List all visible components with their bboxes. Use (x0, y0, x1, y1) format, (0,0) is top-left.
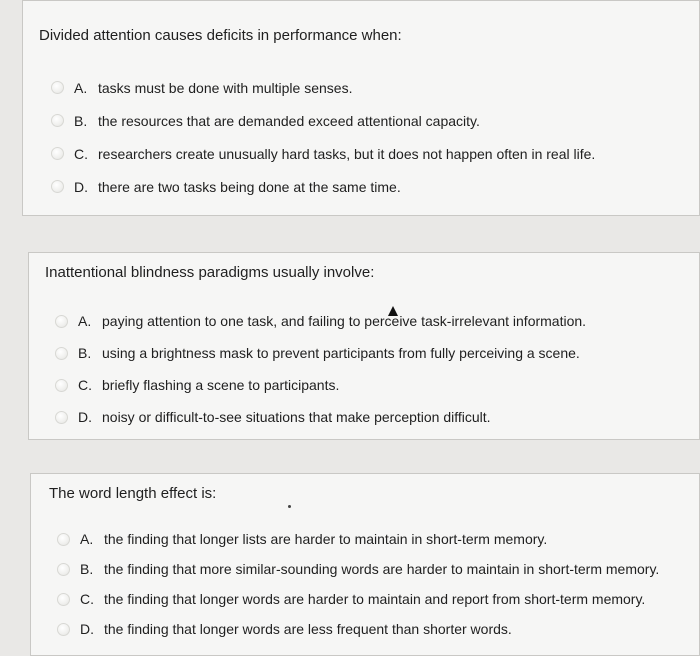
radio-button-icon[interactable] (51, 180, 64, 193)
option-text: the finding that longer words are less frequent than shorter words. (104, 621, 512, 637)
option-letter: C. (74, 145, 88, 162)
option-text: researchers create unusually hard tasks, but it does not happen often in real life. (98, 145, 596, 162)
answer-option-b[interactable] (57, 554, 659, 584)
option-letter: C. (78, 377, 92, 393)
radio-button-icon[interactable] (55, 347, 68, 360)
answer-option-d[interactable] (51, 170, 595, 203)
radio-button-icon[interactable] (51, 81, 64, 94)
radio-button-icon[interactable] (57, 533, 70, 546)
option-text: the finding that more similar-sounding words are harder to maintain in short-term memory. (104, 561, 660, 577)
option-letter: B. (78, 345, 92, 361)
answer-option-b[interactable] (55, 337, 586, 369)
option-text: the finding that longer lists are harder to maintain in short-term memory. (104, 531, 548, 547)
option-letter: A. (74, 79, 88, 96)
option-letter: B. (74, 112, 88, 129)
option-letter: B. (80, 561, 94, 577)
option-letter: A. (78, 313, 92, 329)
answer-option-b[interactable] (51, 104, 595, 137)
radio-button-icon[interactable] (57, 563, 70, 576)
answer-option-a[interactable] (51, 71, 595, 104)
option-text: paying attention to one task, and failing to perceive task-irrelevant information. (102, 313, 587, 329)
answer-option-d[interactable] (55, 401, 586, 433)
answer-option-a[interactable] (57, 524, 659, 554)
answer-option-d[interactable] (57, 614, 659, 644)
option-letter: C. (80, 591, 94, 607)
answer-options (55, 305, 586, 433)
question-text: Divided attention causes deficits in performance when: (39, 27, 402, 44)
question-card-1 (22, 0, 700, 216)
option-letter: D. (80, 621, 94, 637)
radio-button-icon[interactable] (55, 315, 68, 328)
answer-option-c[interactable] (57, 584, 659, 614)
answer-options (51, 71, 595, 203)
speck-dot (288, 505, 291, 508)
option-text: the finding that longer words are harder to maintain and report from short-term memory. (104, 591, 646, 607)
radio-button-icon[interactable] (55, 379, 68, 392)
answer-option-c[interactable] (55, 369, 586, 401)
radio-button-icon[interactable] (51, 114, 64, 127)
radio-button-icon[interactable] (57, 623, 70, 636)
option-letter: D. (78, 409, 92, 425)
option-text: there are two tasks being done at the same time. (98, 178, 401, 195)
option-text: tasks must be done with multiple senses. (98, 79, 353, 96)
option-text: using a brightness mask to prevent participants from fully perceiving a scene. (102, 345, 580, 361)
answer-option-a[interactable] (55, 305, 586, 337)
option-text: briefly flashing a scene to participants. (102, 377, 340, 393)
question-text: Inattentional blindness paradigms usually involve: (45, 264, 375, 281)
answer-options (57, 524, 659, 644)
question-card-3 (30, 473, 700, 656)
option-text: the resources that are demanded exceed attentional capacity. (98, 112, 480, 129)
radio-button-icon[interactable] (57, 593, 70, 606)
option-text: noisy or difficult-to-see situations that make perception difficult. (102, 409, 491, 425)
answer-option-c[interactable] (51, 137, 595, 170)
option-letter: A. (80, 531, 94, 547)
radio-button-icon[interactable] (55, 411, 68, 424)
radio-button-icon[interactable] (51, 147, 64, 160)
option-letter: D. (74, 178, 88, 195)
question-text: The word length effect is: (49, 485, 217, 502)
question-card-2 (28, 252, 700, 440)
